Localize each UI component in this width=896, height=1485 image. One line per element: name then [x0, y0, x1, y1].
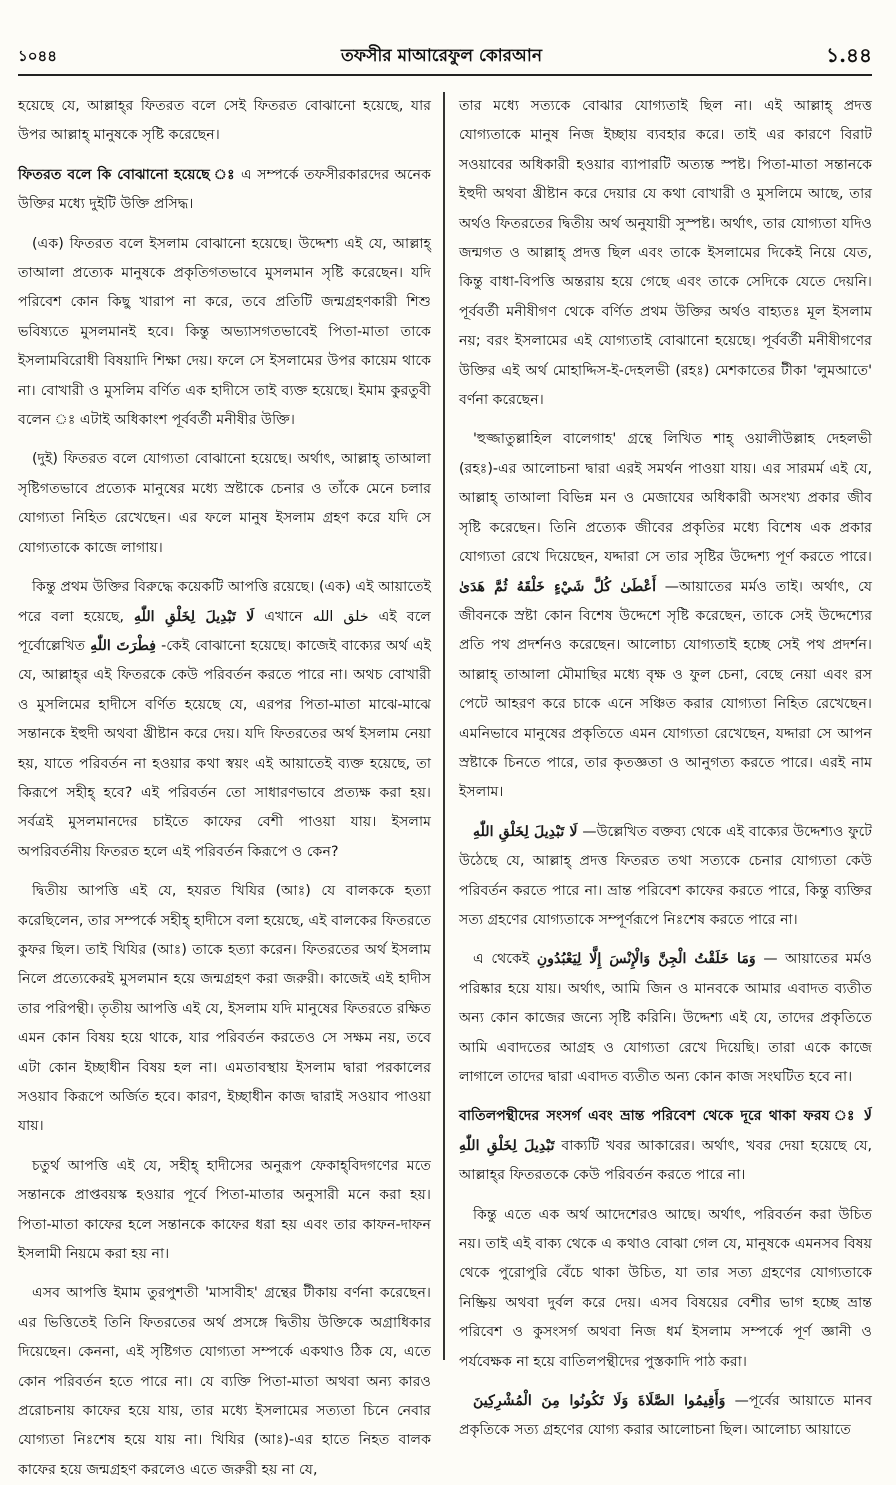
paragraph: চতুর্থ আপত্তি এই যে, সহীহ্‌ হাদীসের অনুরূপ ফেকাহ্‌বিদগণের মতে সন্তানকে প্রাপ্তবয়স্ক হওয়ার পূর্বে পিতা-মাতার অনুসারী মনে করা হয়। পিতা-মাতা কাফের হলে সন্তানকে কাফের ধরা হয় এবং তার কাফন-দাফন ইসলামী নিয়মে করা হয় না। — [18, 1157, 431, 1263]
arabic-verse: لَا تَبْدِيلَ لِخَلْقِ اللّٰهِ — [134, 608, 255, 625]
arabic-verse: وَمَا خَلَقْتُ الْجِنَّ وَالْإِنْسَ إِلَّا لِيَعْبُدُونِ — [536, 951, 756, 968]
paragraph: দ্বিতীয় আপত্তি এই যে, হযরত খিযির (আঃ) যে বালককে হত্যা করেছিলেন, তার সম্পর্কে সহীহ্‌ হাদীসে বলা হয়েছে, এই বালকের ফিতরতে কুফর ছিল। তাই খিযির (আঃ) তাকে হত্যা করেন। ফিতরতের অর্থ ইসলাম নিলে প্রত্যেকেরই মুসলমান হয়ে জন্মগ্রহণ করা জরুরী। কাজেই এই হাদীস তার পরিপন্থী। তৃতীয় আপত্তি এই যে, ইসলাম যদি মানুষের ফিতরতে রক্ষিত এমন কোন বিষয় হয়ে থাকে, যার পরিবর্তন করতেও সে সক্ষম নয়, তবে এটা কোন ইচ্ছাধীন বিষয় হল না। এমতাবস্থায় ইসলাম দ্বারা পরকালের সওয়াব কিরূপে অর্জিত হবে। কারণ, ইচ্ছাধীন কাজ দ্বারাই সওয়াব পাওয়া যায়। — [18, 883, 431, 1135]
paragraph: (এক) ফিতরত বলে ইসলাম বোঝানো হয়েছে। উদ্দেশ্য এই যে, আল্লাহ্‌ তাআলা প্রত্যেক মানুষকে প্রকৃতিগতভাবে মুসলমান সৃষ্টি করেছেন। যদি পরিবেশ কোন কিছু খারাপ না করে, তবে প্রতিটি জন্মগ্রহণকারী শিশু ভবিষ্যতে মুসলমানই হবে। কিন্তু অভ্যাসগতভাবেই পিতা-মাতা তাকে ইসলামবিরোধী বিষয়াদি শিক্ষা দেয়। ফলে সে ইসলামের উপর কায়েম থাকে না। বোখারী ও মুসলিম বর্ণিত এক হাদীসে তাই ব্যক্ত হয়েছে। ইমাম কুরতুবী বলেন ঃ এটাই অধিকাংশ পূর্ববর্তী মনীষীর উক্তি। — [18, 235, 431, 429]
page-header — [18, 40, 872, 76]
book-title: তফসীর মাআরেফুল কোরআন — [341, 46, 543, 66]
arabic-verse: لَا تَبْدِيلَ لِخَلْقِ اللّٰهِ — [459, 1108, 872, 1154]
arabic-verse: أَعْطَىٰ كُلَّ شَيْءٍ خَلْقَهُ ثُمَّ هَدَىٰ — [459, 578, 657, 595]
page-number-right: ১.৪৪ — [826, 42, 872, 67]
arabic-verse: وَأَقِيمُوا الصَّلَاةَ وَلَا تَكُونُوا مِنَ الْمُشْرِكِينَ — [473, 1393, 726, 1410]
text-columns — [18, 92, 873, 1478]
paragraph: 'হুজ্জাতুল্লাহিল বালেগাহ' গ্রন্থে লিখিত শাহ্‌ ওয়ালীউল্লাহ দেহলভী (রহঃ)-এর আলোচনা দ্বারা এরই সমর্থন পাওয়া যায়। এর সারমর্ম এই যে, আল্লাহ্‌ তাআলা বিভিন্ন মন ও মেজাযের অধিকারী অসংখ্য প্রকার জীব সৃষ্টি করেছেন। তিনি প্রত্যেক জীবের প্রকৃতির মধ্যে বিশেষ এক প্রকার যোগ্যতা রেখে দিয়েছেন, যদ্দারা সে তার সৃষ্টির উদ্দেশ্য পূর্ণ করতে পারে। أَعْطَىٰ كُلَّ شَيْءٍ خَلْقَهُ ثُمَّ هَدَىٰ —আয়াতের মর্মও তাই। অর্থাৎ, যে জীবনকে স্রষ্টা কোন বিশেষ উদ্দেশে সৃষ্টি করেছেন, তাকে সেই উদ্দেশ্যের প্রতি পথ প্রদর্শনও করেছেন। আলোচ্য যোগ্যতাই হচ্ছে সেই পথ প্রদর্শন। আল্লাহ্‌ তাআলা মৌমাছির মধ্যে বৃক্ষ ও ফুল চেনা, বেছে নেয়া এবং রস পেটে আহরণ করে চাকে এনে সঞ্চিত করার যোগ্যতা নিহিত রেখেছেন। এমনিভাবে মানুষের প্রকৃতিতে এমন যোগ্যতা রেখেছেন, যদ্দারা সে আপন স্রষ্টাকে চিনতে পারে, তার কৃতজ্ঞতা ও আনুগত্য করতে পারে। এরই নাম ইসলাম। — [459, 431, 872, 801]
paragraph: لَا تَبْدِيلَ لِخَلْقِ اللّٰهِ —উল্লেখিত বক্তব্য থেকে এই বাক্যের উদ্দেশ্যও ফুটে উঠেছে যে, আল্লাহ্‌ প্রদত্ত ফিতরত তথা সত্যকে চেনার যোগ্যতা কেউ পরিবর্তন করতে পারে না। ভ্রান্ত পরিবেশ কাফের করতে পারে, কিন্তু ব্যক্তির সত্য গ্রহণের যোগ্যতাকে সম্পূর্ণরূপে নিঃশেষ করতে পারে না। — [459, 823, 873, 928]
paragraph: এ থেকেই وَمَا خَلَقْتُ الْجِنَّ وَالْإِنْسَ إِلَّا لِيَعْبُدُونِ — আয়াতের মর্মও পরিষ্কার হয়ে যায়। অর্থাৎ, আমি জিন ও মানবকে আমার এবাদত ব্যতীত অন্য কোন কাজের জন্যে সৃষ্টি করিনি। উদ্দেশ্য এই যে, তাদের প্রকৃতিতে আমি এবাদতের আগ্রহ ও যোগ্যতা রেখে দিয়েছি। তারা একে কাজে লাগালে তাদের দ্বারা এবাদত ব্যতীত অন্য কোন কাজ সংঘটিত হবে না। — [459, 951, 873, 1085]
left-column — [18, 92, 445, 1478]
arabic-verse: لَا تَبْدِيلَ لِخَلْقِ اللّٰهِ — [473, 823, 578, 840]
paragraph: (দুই) ফিতরত বলে যোগ্যতা বোঝানো হয়েছে। অর্থাৎ, আল্লাহ্‌ তাআলা সৃষ্টিগতভাবে প্রত্যেক মানুষের মধ্যে স্রষ্টাকে চেনার ও তাঁকে মেনে চলার যোগ্যতা নিহিত রেখেছেন। এর ফলে মানুষ ইসলাম গ্রহণ করে যদি সে যোগ্যতাকে কাজে লাগায়। — [18, 451, 431, 556]
paragraph: হয়েছে যে, আল্লাহ্‌র ফিতরত বলে সেই ফিতরত বোঝানো হয়েছে, যার উপর আল্লাহ্‌ মানুষকে সৃষ্টি করেছেন। — [18, 98, 431, 144]
section-heading: বাতিলপন্থীদের সংসর্গ এবং ভ্রান্ত পরিবেশ থেকে দূরে থাকা ফরয ঃ — [459, 1108, 857, 1125]
paragraph: وَأَقِيمُوا الصَّلَاةَ وَلَا تَكُونُوا مِنَ الْمُشْرِكِينَ —পূর্বের আয়াতে মানব প্রকৃতিকে সত্য গ্রহণের যোগ্য করার আলোচনা ছিল। আলোচ্য আয়াতে — [459, 1393, 872, 1439]
paragraph: তার মধ্যে সত্যকে বোঝার যোগ্যতাই ছিল না। এই আল্লাহ্‌ প্রদত্ত যোগ্যতাকে মানুষ নিজ ইচ্ছায় ব্যবহার করে। তাই এর কারণে বিরাট সওয়াবের অধিকারী হওয়ার ব্যাপারটি অত্যন্ত স্পষ্ট। পিতা-মাতা সন্তানকে ইহুদী অথবা খ্রীষ্টান করে দেয়ার যে কথা বোখারী ও মুসলিমে আছে, তার অর্থও ফিতরতের দ্বিতীয় অর্থ অনুযায়ী সুস্পষ্ট। অর্থাৎ, তার যোগ্যতা যদিও জন্মগত ও আল্লাহ্‌ প্রদত্ত ছিল এবং তাকে ইসলামের দিকেই নিয়ে যেত, কিন্তু বাধা-বিপত্তি অন্তরায় হয়ে গেছে এবং তাকে সেদিকে যেতে দেয়নি। পূর্ববর্তী মনীষীগণ থেকে বর্ণিত প্রথম উক্তির অর্থও বাহ্যতঃ মূল ইসলাম নয়; বরং ইসলামের এই যোগ্যতাই বোঝানো হয়েছে। পূর্ববর্তী মনীষীগণের উক্তির এই অর্থ মোহাদ্দিস-ই-দেহলভী (রহঃ) মেশকাতের টীকা 'লুমআতে' বর্ণনা করেছেন। — [459, 98, 872, 409]
paragraph: কিন্তু এতে এক অর্থ আদেশেরও আছে। অর্থাৎ, পরিবর্তন করা উচিত নয়। তাই এই বাক্য থেকে এ কথাও বোঝা গেল যে, মানুষকে এমনসব বিষয় থেকে পুরোপুরি বেঁচে থাকা উচিত, যা তার সত্য গ্রহণের যোগ্যতাকে নিষ্ক্রিয় অথবা দুর্বল করে দেয়। এসব বিষয়ের বেশীর ভাগ হচ্ছে ভ্রান্ত পরিবেশ ও কুসংসর্গ অথবা নিজ ধর্ম ইসলাম সম্পর্কে পূর্ণ জ্ঞানী ও পর্যবেক্ষক না হয়ে বাতিলপন্থীদের পুস্তকাদি পাঠ করা। — [459, 1206, 872, 1370]
paragraph: বাতিলপন্থীদের সংসর্গ এবং ভ্রান্ত পরিবেশ থেকে দূরে থাকা ফরয ঃ لَا تَبْدِيلَ لِخَلْقِ اللّٰهِ বাক্যটি খবর আকারের। অর্থাৎ, খবর দেয়া হয়েছে যে, আল্লাহ্‌র ফিতরতকে কেউ পরিবর্তন করতে পারে না। — [459, 1108, 872, 1184]
arabic-verse: فِطْرَتَ اللّٰهِ — [90, 637, 157, 654]
paragraph: এসব আপত্তি ইমাম তুরপুশতী 'মাসাবীহ' গ্রন্থের টীকায় বর্ণনা করেছেন। এর ভিত্তিতেই তিনি ফিতরতের অর্থ প্রসঙ্গে দ্বিতীয় উক্তিকে অগ্রাধিকার দিয়েছেন। কেননা, এই সৃষ্টিগত যোগ্যতা সম্পর্কে একথাও ঠিক যে, এতে কোন পরিবর্তন হতে পারে না। যে ব্যক্তি পিতা-মাতা অথবা অন্য কারও প্ররোচনায় কাফের হয়ে যায়, তার মধ্যে ইসলামের সত্যতা চিনে নেবার যোগ্যতা নিঃশেষ হয়ে যায় না। খিযির (আঃ)-এর হাতে নিহত বালক কাফের হয়ে জন্মগ্রহণ করলেও এতে জরুরী হয় না যে, — [18, 1285, 431, 1478]
paragraph: ফিতরত বলে কি বোঝানো হয়েছে ঃ এ সম্পর্কে তফসীরকারদের অনেক উক্তির মধ্যে দুইটি উক্তি প্রসিদ্ধ। — [18, 166, 432, 213]
right-column — [445, 92, 873, 1439]
section-heading: ফিতরত বলে কি বোঝানো হয়েছে ঃ — [18, 166, 236, 183]
paragraph: কিন্তু প্রথম উক্তির বিরুদ্ধে কয়েকটি আপত্তি রয়েছে। (এক) এই আয়াতেই পরে বলা হয়েছে, لَا تَبْدِيلَ لِخَلْقِ اللّٰهِ এখানে خلق الله এই বলে পূর্বোল্লেখিত فِطْرَتَ اللّٰهِ -কেই বোঝানো হয়েছে। কাজেই বাক্যের অর্থ এই যে, আল্লাহ্‌র এই ফিতরকে কেউ পরিবর্তন করতে পারে না। অথচ বোখারী ও মুসলিমের হাদীসে বর্ণিত হয়েছে যে, এরপর পিতা-মাতা মাঝে-মাঝে সন্তানকে ইহুদী অথবা খ্রীষ্টান করে দেয়। যদি ফিতরতের অর্থ ইসলাম নেয়া হয়, যাতে পরিবর্তন না হওয়ার কথা স্বয়ং এই আয়াতেই ব্যক্ত হয়েছে, তা কিরূপে সহীহ্‌ হবে? এই পরিবর্তন তো সাধারণভাবে প্রত্যক্ষ করা হয়। সর্বত্রই মুসলমানদের চাইতে কাফের বেশী পাওয়া যায়। ইসলাম অপরিবর্তনীয় ফিতরত হলে এই পরিবর্তন কিরূপে ও কেন? — [18, 579, 431, 860]
page-number-left: ১০৪৪ — [18, 46, 57, 65]
